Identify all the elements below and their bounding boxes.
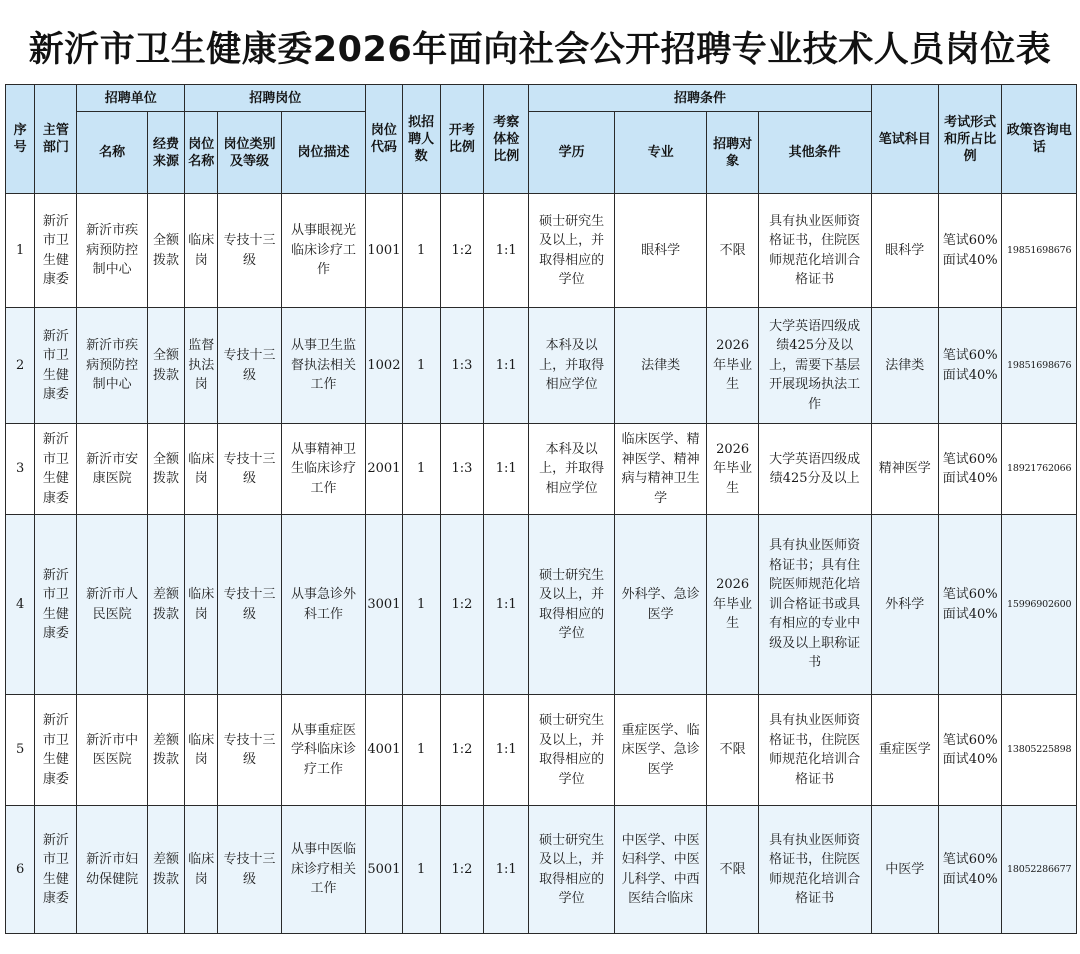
header-post-name: 岗位名称 — [185, 112, 218, 194]
cell-phone: 19851698676 — [1002, 308, 1077, 424]
cell-major: 重症医学、临床医学、急诊医学 — [614, 695, 707, 806]
cell-quota: 1 — [402, 194, 440, 308]
cell-education: 本科及以上，并取得相应学位 — [529, 308, 615, 424]
cell-education: 硕士研究生及以上，并取得相应的学位 — [529, 806, 615, 934]
cell-dept: 新沂市卫生健康委 — [35, 806, 77, 934]
cell-other: 具有执业医师资格证书，住院医师规范化培训合格证书 — [758, 695, 871, 806]
table-row — [6, 515, 1077, 695]
cell-seq: 5 — [6, 695, 35, 806]
cell-code: 3001 — [366, 515, 402, 695]
cell-unit: 新沂市安康医院 — [77, 424, 147, 515]
cell-target: 不限 — [707, 194, 758, 308]
cell-major: 法律类 — [614, 308, 707, 424]
cell-seq: 1 — [6, 194, 35, 308]
page-title: 新沂市卫生健康委2026年面向社会公开招聘专业技术人员岗位表 — [28, 30, 1052, 70]
cell-form: 笔试60%面试40% — [938, 695, 1001, 806]
cell-desc: 从事精神卫生临床诊疗工作 — [281, 424, 366, 515]
cell-quota: 1 — [402, 424, 440, 515]
cell-other: 大学英语四级成绩425分及以上，需要下基层开展现场执法工作 — [758, 308, 871, 424]
cell-form: 笔试60%面试40% — [938, 308, 1001, 424]
cell-check-ratio: 1:1 — [484, 424, 529, 515]
cell-code: 1002 — [366, 308, 402, 424]
cell-form: 笔试60%面试40% — [938, 194, 1001, 308]
cell-target: 2026年毕业生 — [707, 424, 758, 515]
cell-education: 硕士研究生及以上，并取得相应的学位 — [529, 695, 615, 806]
cell-target: 2026年毕业生 — [707, 308, 758, 424]
cell-check-ratio: 1:1 — [484, 695, 529, 806]
cell-other: 具有执业医师资格证书，住院医师规范化培训合格证书 — [758, 194, 871, 308]
header-check-ratio: 考察体检比例 — [484, 85, 529, 194]
cell-unit: 新沂市中医医院 — [77, 695, 147, 806]
cell-desc: 从事眼视光临床诊疗工作 — [281, 194, 366, 308]
cell-exam-ratio: 1:2 — [440, 194, 483, 308]
header-quota: 拟招聘人数 — [402, 85, 440, 194]
cell-form: 笔试60%面试40% — [938, 806, 1001, 934]
cell-other: 具有执业医师资格证书，住院医师规范化培训合格证书 — [758, 806, 871, 934]
table-row — [6, 194, 1077, 308]
cell-code: 2001 — [366, 424, 402, 515]
cell-funding: 全额拨款 — [147, 424, 184, 515]
header-target: 招聘对象 — [707, 112, 758, 194]
cell-dept: 新沂市卫生健康委 — [35, 308, 77, 424]
cell-other: 大学英语四级成绩425分及以上 — [758, 424, 871, 515]
cell-seq: 6 — [6, 806, 35, 934]
cell-dept: 新沂市卫生健康委 — [35, 194, 77, 308]
header-post-desc: 岗位描述 — [281, 112, 366, 194]
cell-target: 不限 — [707, 695, 758, 806]
cell-phone: 15996902600 — [1002, 515, 1077, 695]
table-row — [6, 308, 1077, 424]
cell-funding: 差额拨款 — [147, 515, 184, 695]
cell-subject: 重症医学 — [871, 695, 938, 806]
cell-major: 外科学、急诊医学 — [614, 515, 707, 695]
cell-phone: 19851698676 — [1002, 194, 1077, 308]
cell-unit: 新沂市疾病预防控制中心 — [77, 308, 147, 424]
cell-funding: 全额拨款 — [147, 308, 184, 424]
header-dept: 主管部门 — [35, 85, 77, 194]
cell-level: 专技十三级 — [218, 695, 281, 806]
table-row — [6, 695, 1077, 806]
table-row — [6, 806, 1077, 934]
cell-desc: 从事急诊外科工作 — [281, 515, 366, 695]
cell-education: 硕士研究生及以上，并取得相应的学位 — [529, 515, 615, 695]
cell-level: 专技十三级 — [218, 194, 281, 308]
header-phone: 政策咨询电话 — [1002, 85, 1077, 194]
header-unit-name: 名称 — [77, 112, 147, 194]
header-exam-form: 考试形式和所占比例 — [938, 85, 1001, 194]
cell-check-ratio: 1:1 — [484, 308, 529, 424]
cell-level: 专技十三级 — [218, 424, 281, 515]
cell-other: 具有执业医师资格证书；具有住院医师规范化培训合格证书或具有相应的专业中级及以上职称证书 — [758, 515, 871, 695]
cell-dept: 新沂市卫生健康委 — [35, 695, 77, 806]
cell-subject: 眼科学 — [871, 194, 938, 308]
header-post-group: 招聘岗位 — [185, 85, 366, 112]
cell-phone: 13805225898 — [1002, 695, 1077, 806]
cell-target: 2026年毕业生 — [707, 515, 758, 695]
header-exam-ratio: 开考比例 — [440, 85, 483, 194]
header-other: 其他条件 — [758, 112, 871, 194]
cell-quota: 1 — [402, 515, 440, 695]
cell-post-name: 临床岗 — [185, 515, 218, 695]
cell-desc: 从事重症医学科临床诊疗工作 — [281, 695, 366, 806]
header-conditions-group: 招聘条件 — [529, 85, 871, 112]
cell-exam-ratio: 1:2 — [440, 515, 483, 695]
header-unit-group: 招聘单位 — [77, 85, 185, 112]
cell-subject: 中医学 — [871, 806, 938, 934]
cell-post-name: 临床岗 — [185, 695, 218, 806]
header-seq: 序号 — [6, 85, 35, 194]
cell-quota: 1 — [402, 806, 440, 934]
cell-unit: 新沂市疾病预防控制中心 — [77, 194, 147, 308]
cell-code: 1001 — [366, 194, 402, 308]
cell-check-ratio: 1:1 — [484, 515, 529, 695]
cell-post-name: 监督执法岗 — [185, 308, 218, 424]
cell-subject: 法律类 — [871, 308, 938, 424]
cell-major: 临床医学、精神医学、精神病与精神卫生学 — [614, 424, 707, 515]
cell-post-name: 临床岗 — [185, 194, 218, 308]
cell-subject: 外科学 — [871, 515, 938, 695]
cell-seq: 4 — [6, 515, 35, 695]
cell-funding: 差额拨款 — [147, 695, 184, 806]
cell-post-name: 临床岗 — [185, 806, 218, 934]
cell-check-ratio: 1:1 — [484, 806, 529, 934]
header-major: 专业 — [614, 112, 707, 194]
cell-exam-ratio: 1:2 — [440, 806, 483, 934]
cell-form: 笔试60%面试40% — [938, 515, 1001, 695]
cell-level: 专技十三级 — [218, 806, 281, 934]
cell-exam-ratio: 1:3 — [440, 424, 483, 515]
cell-dept: 新沂市卫生健康委 — [35, 515, 77, 695]
recruitment-table — [5, 84, 1077, 934]
cell-exam-ratio: 1:3 — [440, 308, 483, 424]
cell-major: 中医学、中医妇科学、中医儿科学、中西医结合临床 — [614, 806, 707, 934]
header-row-top — [6, 85, 1077, 112]
cell-subject: 精神医学 — [871, 424, 938, 515]
cell-funding: 差额拨款 — [147, 806, 184, 934]
cell-education: 本科及以上，并取得相应学位 — [529, 424, 615, 515]
cell-seq: 2 — [6, 308, 35, 424]
cell-major: 眼科学 — [614, 194, 707, 308]
cell-dept: 新沂市卫生健康委 — [35, 424, 77, 515]
cell-level: 专技十三级 — [218, 308, 281, 424]
cell-target: 不限 — [707, 806, 758, 934]
cell-code: 4001 — [366, 695, 402, 806]
cell-code: 5001 — [366, 806, 402, 934]
header-post-code: 岗位代码 — [366, 85, 402, 194]
header-written-subject: 笔试科目 — [871, 85, 938, 194]
cell-quota: 1 — [402, 308, 440, 424]
cell-level: 专技十三级 — [218, 515, 281, 695]
header-post-level: 岗位类别及等级 — [218, 112, 281, 194]
cell-unit: 新沂市人民医院 — [77, 515, 147, 695]
cell-desc: 从事中医临床诊疗相关工作 — [281, 806, 366, 934]
cell-desc: 从事卫生监督执法相关工作 — [281, 308, 366, 424]
cell-unit: 新沂市妇幼保健院 — [77, 806, 147, 934]
cell-seq: 3 — [6, 424, 35, 515]
cell-education: 硕士研究生及以上，并取得相应的学位 — [529, 194, 615, 308]
header-funding: 经费来源 — [147, 112, 184, 194]
cell-phone: 18052286677 — [1002, 806, 1077, 934]
table-row — [6, 424, 1077, 515]
cell-post-name: 临床岗 — [185, 424, 218, 515]
cell-exam-ratio: 1:2 — [440, 695, 483, 806]
cell-funding: 全额拨款 — [147, 194, 184, 308]
cell-check-ratio: 1:1 — [484, 194, 529, 308]
header-education: 学历 — [529, 112, 615, 194]
cell-quota: 1 — [402, 695, 440, 806]
cell-form: 笔试60%面试40% — [938, 424, 1001, 515]
cell-phone: 18921762066 — [1002, 424, 1077, 515]
